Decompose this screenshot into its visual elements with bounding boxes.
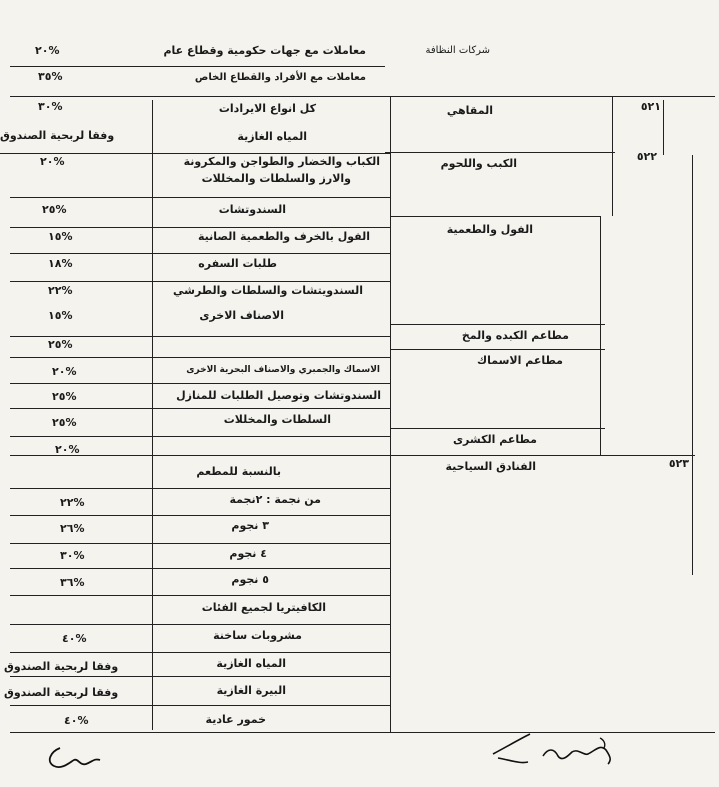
desc-other-items: الاصناف الاخرى [199,309,284,322]
rule-line [10,66,385,67]
desc-restaurant: بالنسبة للمطعم [196,465,281,478]
value-1-2-stars: %٢٢ [60,496,85,509]
value-5-stars: %٣٦ [60,576,85,589]
rule-line [10,336,390,337]
activity-fish: مطاعم الاسماك [477,354,563,367]
activity-kebab-meats: الكبب واللحوم [440,157,517,170]
activity-liver-brain: مطاعم الكبده والمخ [461,329,569,342]
rule-line [10,455,695,456]
activity-cleaning-companies: شركات النظافة [425,45,490,56]
rule-line [10,652,390,653]
desc-kebab-line2: والارز والسلطات والمخللات [201,172,351,185]
desc-individuals-private: معاملات مع الأفراد والقطاع الخاص [194,72,366,83]
value-fish-shrimp: %٢٠ [52,365,77,378]
rule-line [10,227,390,228]
signature-left [40,738,110,778]
desc-soft-drinks-hotel: المياه الغازية [216,657,286,670]
rule-line [10,253,390,254]
desc-foul-kharf: الفول بالخرف والطعمية الصانية [197,230,370,243]
desc-3-stars: ٣ نجوم [231,519,269,532]
value-kebab: %٢٠ [40,155,65,168]
column-line [663,100,664,155]
activity-foul-taameya: الفول والطعمية [446,223,533,236]
column-line [152,100,153,730]
value-soft-beer: وفقا لربحية الصندوق [4,686,119,699]
desc-sandwiches: السندوتشات [218,203,286,216]
value-foul-kharf: %١٥ [48,230,73,243]
desc-regular-wines: خمور عادية [205,713,266,726]
rule-line [10,488,390,489]
column-line [600,216,601,456]
value-safra-orders: %١٨ [48,257,73,270]
value-sandwiches-delivery: %٢٥ [52,390,77,403]
rule-line [10,408,390,409]
desc-1-2-stars: من نجمة : ٢نجمة [229,493,321,506]
rule-line [385,152,615,153]
column-line [692,155,693,575]
activity-koshary: مطاعم الكشرى [452,433,537,446]
value-regular-wines: %٤٠ [64,714,89,727]
rule-line [10,543,390,544]
column-line [390,96,391,732]
rule-line [390,428,605,429]
rule-line [10,436,390,437]
desc-salads-pickles: السلطات والمخللات [223,413,331,426]
desc-sandwiches-salads-pickles: السندويتشات والسلطات والطرشي [173,284,363,297]
desc-soft-drinks: المياه الغازية [237,130,307,143]
rule-line [10,705,390,706]
value-soft-drinks-hotel: وفقا لربحية الصندوق [4,660,119,673]
value-sandwiches-salads-pickles: %٢٢ [48,284,73,297]
code-523: ٥٢٣ [668,457,689,470]
desc-gov-public: معاملات مع جهات حكومية وقطاع عام [163,44,366,57]
rule-line [10,281,390,282]
value-salads-pickles: %٢٥ [52,416,77,429]
code-521: ٥٢١ [640,100,661,113]
value-other-items: %١٥ [48,309,73,322]
rule-line [10,383,390,384]
value-3-stars: %٢٦ [60,522,85,535]
value-4-stars: %٣٠ [60,549,85,562]
desc-all-revenues: كل انواع الايرادات [218,102,316,115]
desc-soft-beer: البيرة الغازية [216,684,286,697]
rule-line [390,216,600,217]
code-522: ٥٢٢ [636,150,657,163]
desc-sandwiches-delivery: السندوتشات وتوصيل الطلبات للمنازل [176,389,381,402]
desc-cafeteria: الكافيتريا لجميع الفئات [201,601,326,614]
desc-safra-orders: طلبات السفره [198,257,277,270]
value-sandwiches: %٢٥ [42,203,67,216]
desc-4-stars: ٤ نجوم [229,547,267,560]
rule-line [10,357,390,358]
value-hot-drinks: %٤٠ [62,632,87,645]
desc-kebab-line1: الكباب والخضار والطواجن والمكرونة [183,155,380,168]
value-koshary: %٢٠ [55,443,80,456]
rule-line [10,515,390,516]
value-soft-drinks: وفقا لربحية الصندوق [0,129,115,142]
value-gov-public: %٢٠ [35,44,60,57]
activity-cafes: المقاهي [446,104,493,117]
rule-line [0,153,390,154]
rule-line [10,96,715,97]
activity-tourist-hotels: الفنادق السياحية [445,460,536,473]
desc-fish-shrimp: الاسماك والجمبري والاصناف البحرية الاخرى [186,365,380,375]
column-line [612,96,613,216]
desc-hot-drinks: مشروبات ساخنة [213,629,302,642]
rule-line [390,349,605,350]
value-all-revenues: %٣٠ [38,100,63,113]
rule-line [10,197,390,198]
signature-right [488,726,628,776]
desc-5-stars: ٥ نجوم [231,573,269,586]
rule-line [10,676,390,677]
rule-line [10,568,390,569]
value-individuals-private: %٣٥ [38,70,63,83]
value-liver-brain: %٢٥ [48,338,73,351]
rule-line [10,595,390,596]
rule-line [390,324,605,325]
rule-line [10,624,390,625]
